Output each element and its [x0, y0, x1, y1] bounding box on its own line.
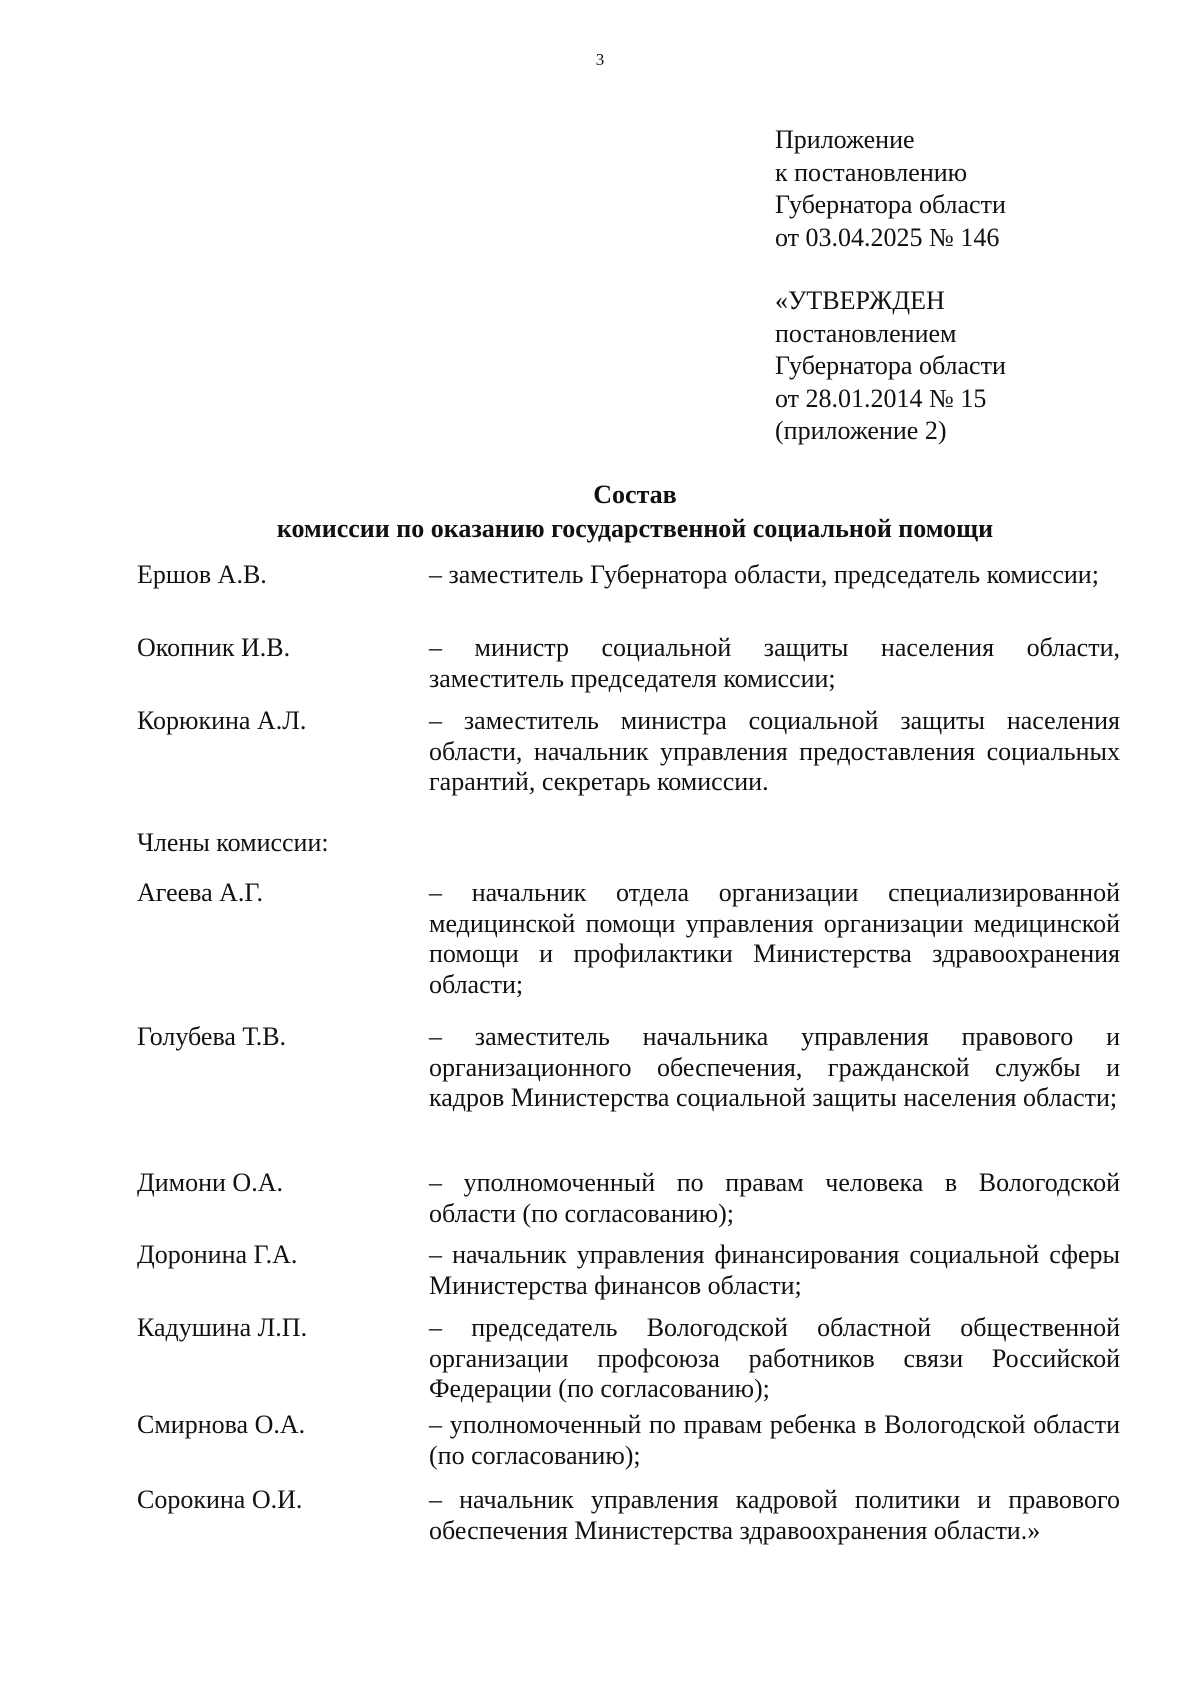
- member-role: – заместитель Губернатора области, председатель комиссии;: [429, 560, 1099, 589]
- approved-line: (приложение 2): [775, 416, 947, 445]
- member-name: Окопник И.В.: [137, 633, 291, 662]
- approved-line: Губернатора области: [775, 351, 1006, 380]
- member-name: Ершов А.В.: [137, 560, 267, 589]
- member-role: – начальник отдела организации специализированной медицинской помощи управления организации медицинской помощи и профилактики Министерства здравоохранения области;: [429, 878, 1120, 999]
- title-subline: комиссии по оказанию государственной социальной помощи: [276, 514, 994, 543]
- approved-line: постановлением: [775, 318, 957, 348]
- approved-header: [775, 285, 1006, 448]
- member-role: – уполномоченный по правам ребенка в Вологодской области (по согласованию);: [429, 1410, 1120, 1470]
- member-name: Сорокина О.И.: [137, 1485, 303, 1514]
- member-name: Доронина Г.А.: [137, 1240, 298, 1269]
- member-role: – заместитель министра социальной защиты населения области, начальник управления предоставления социальных гарантий, секретарь комиссии.: [429, 706, 1120, 796]
- member-name: Агеева А.Г.: [137, 878, 264, 907]
- member-name: Димони О.А.: [137, 1168, 283, 1197]
- member-role: – министр социальной защиты населения области, заместитель председателя комиссии;: [429, 633, 1120, 693]
- appendix-line: к постановлению: [775, 157, 968, 187]
- title-line: Состав: [593, 480, 677, 509]
- page-number: 3: [595, 50, 605, 69]
- appendix-line: Приложение: [775, 125, 915, 154]
- approved-line: «УТВЕРЖДЕН: [775, 286, 945, 315]
- member-role: – начальник управления финансирования социальной сферы Министерства финансов области;: [429, 1240, 1120, 1300]
- document-title: [0, 478, 1200, 546]
- members-section-label: Члены комиссии:: [137, 828, 329, 857]
- member-name: Корюкина А.Л.: [137, 706, 307, 735]
- member-role: – заместитель начальника управления правового и организационного обеспечения, гражданской службы и кадров Министерства социальной защиты населения области;: [429, 1022, 1120, 1112]
- member-role: – начальник управления кадровой политики и правового обеспечения Министерства здравоохранения области.»: [429, 1485, 1120, 1545]
- appendix-line: от 03.04.2025 № 146: [775, 222, 1000, 252]
- member-name: Кадушина Л.П.: [137, 1313, 308, 1342]
- member-role: – председатель Вологодской областной общественной организации профсоюза работников связи Российской Федерации (по согласованию);: [429, 1313, 1120, 1403]
- member-name: Голубева Т.В.: [137, 1022, 287, 1051]
- appendix-header: [775, 124, 1006, 254]
- appendix-line: Губернатора области: [775, 190, 1006, 219]
- member-name: Смирнова О.А.: [137, 1410, 306, 1439]
- approved-line: от 28.01.2014 № 15: [775, 383, 987, 413]
- member-role: – уполномоченный по правам человека в Вологодской области (по согласованию);: [429, 1168, 1120, 1228]
